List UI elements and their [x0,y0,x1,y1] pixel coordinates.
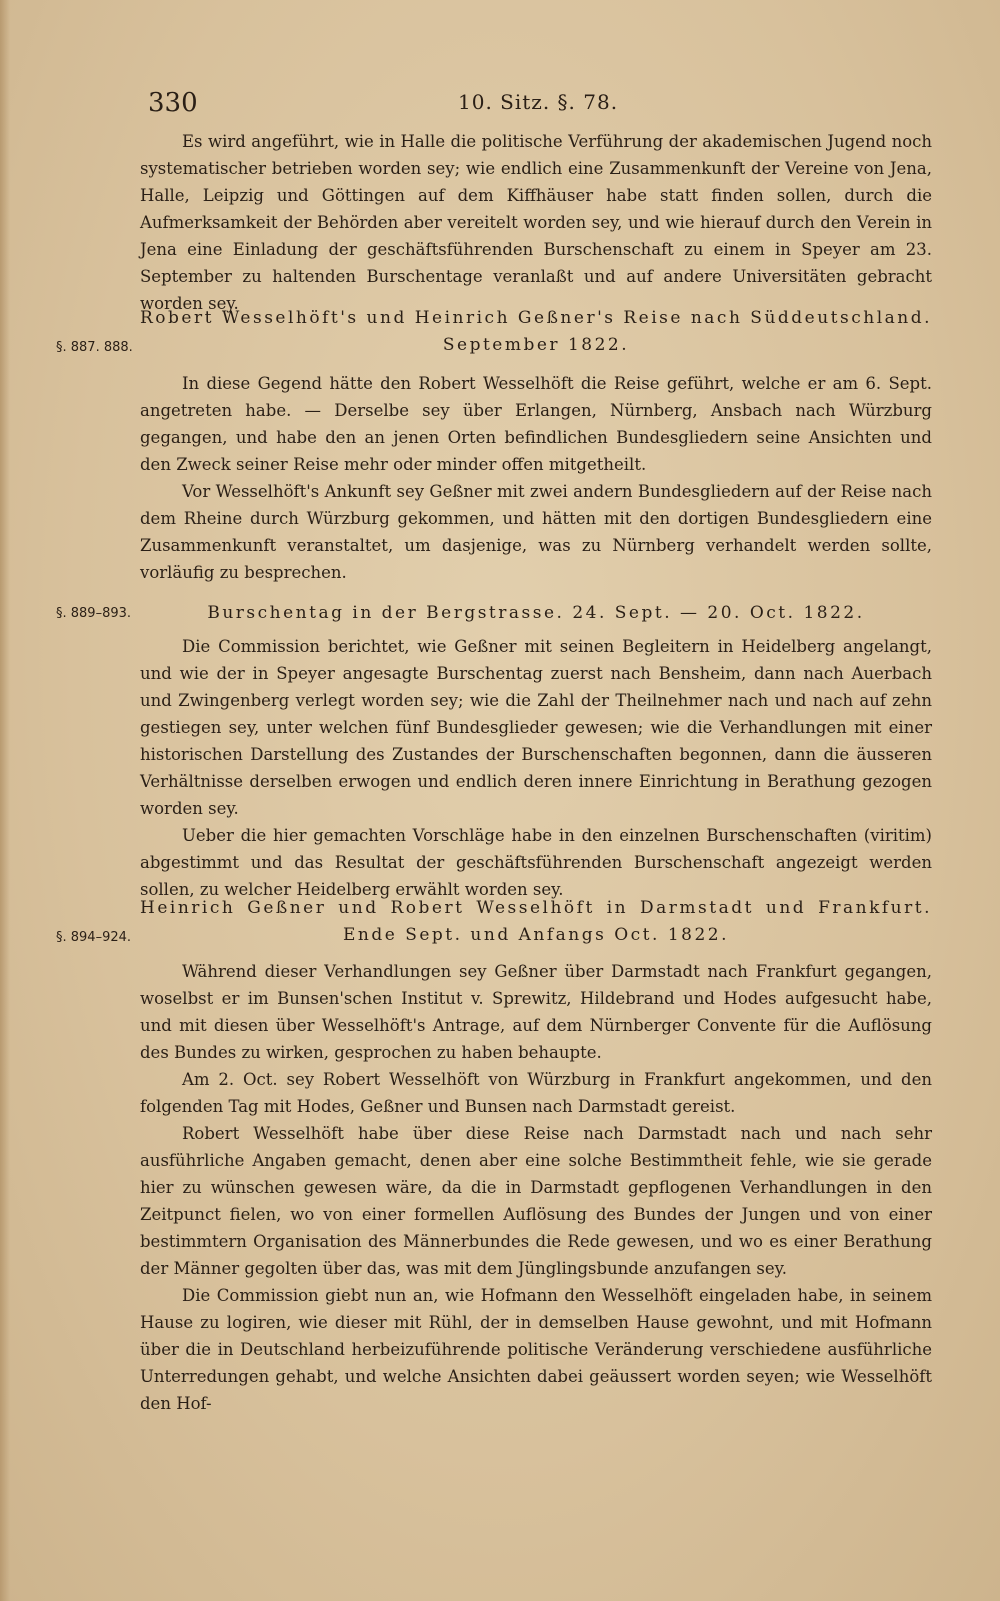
text-block-3 [140,633,932,903]
running-title: 10. Sitz. §. 78. [458,90,619,114]
paragraph: In diese Gegend hätte den Robert Wesselhöft die Reise geführt, welche er am 6. Sept. angetreten habe. — Derselbe sey über Erlangen, Nürnberg, Ansbach nach Würzburg gegangen, und habe den an jenen Orten befindlichen Bundesgliedern seine Ansichten und den Zweck seiner Reise mehr oder minder offen mitgetheilt. [140,374,932,474]
section-date: September 1822. [442,335,630,355]
section-heading-1 [140,305,932,359]
margin-reference: §. 889–893. [56,606,132,621]
section-title: Robert Wesselhöft's und Heinrich Geßner's Reise nach Süddeutschland. [140,308,933,328]
section-title: Heinrich Geßner und Robert Wesselhöft in Darmstadt und Frankfurt. [140,898,932,918]
section-date: Ende Sept. und Anfangs Oct. 1822. [343,925,729,945]
text-block-4 [140,958,932,1417]
paragraph: Die Commission berichtet, wie Geßner mit seinen Begleitern in Heidelberg angelangt, und wie der in Speyer angesagte Burschentag zuerst nach Bensheim, dann nach Auerbach und Zwingenberg verlegt worden sey; wie die Zahl der Theilnehmer nach und nach auf zehn gestiegen sey, unter welchen fünf Bundesglieder gewesen; wie die Verhandlungen mit einer historischen Darstellung des Zustandes der Burschenschaften begonnen, dann die äusseren Verhältnisse derselben erwogen und endlich deren innere Einrichtung in Berathung gezogen worden sey. [140,637,932,818]
paragraph: Am 2. Oct. sey Robert Wesselhöft von Würzburg in Frankfurt angekommen, und den folgenden Tag mit Hodes, Geßner und Bunsen nach Darmstadt gereist. [140,1070,932,1116]
section-heading-2 [140,600,932,627]
page-header [148,88,928,128]
paragraph: Vor Wesselhöft's Ankunft sey Geßner mit zwei andern Bundesgliedern auf der Reise nach dem Rheine durch Würzburg gekommen, und hätten mit den dortigen Bundesgliedern eine Zusammenkunft veranstaltet, um dasjenige, was zu Nürnberg verhandelt werden sollte, vorläufig zu besprechen. [140,482,932,582]
page-left-edge-shadow [0,0,10,1601]
margin-reference: §. 894–924. [56,930,132,945]
text-block-1 [140,128,932,317]
paragraph: Es wird angeführt, wie in Halle die politische Verführung der akademischen Jugend noch systematischer betrieben worden sey; wie endlich eine Zusammenkunft der Vereine von Jena, Halle, Leipzig und Göttingen auf dem Kiffhäuser habe statt finden sollen, durch die Aufmerksamkeit der Behörden aber vereitelt worden sey, und wie hierauf durch den Verein in Jena eine Einladung der geschäftsführenden Burschenschaft zu einem in Speyer am 23. September zu haltenden Burschentage veranlaßt und auf andere Universitäten gebracht worden sey. [140,132,932,313]
section-heading-3 [140,895,932,949]
paragraph: Ueber die hier gemachten Vorschläge habe in den einzelnen Burschenschaften (viritim) abgestimmt und das Resultat der geschäftsführenden Burschenschaft angezeigt werden sollen, zu welcher Heidelberg erwählt worden sey. [140,826,932,899]
page-number: 330 [148,88,198,118]
section-title: Burschentag in der Bergstrasse. 24. Sept. — 20. Oct. 1822. [207,603,865,623]
paragraph: Die Commission giebt nun an, wie Hofmann den Wesselhöft eingeladen habe, in seinem Hause zu logiren, wie dieser mit Rühl, der in demselben Hause gewohnt, und mit Hofmann über die in Deutschland herbeizuführende politische Veränderung verschiedene ausführliche Unterredungen gehabt, und welche Ansichten dabei geäussert worden seyen; wie Wesselhöft den Hof- [140,1286,932,1413]
paragraph: Robert Wesselhöft habe über diese Reise nach Darmstadt nach und nach sehr ausführliche Angaben gemacht, denen aber eine solche Bestimmtheit fehle, wie sie gerade hier zu wünschen gewesen wäre, da die in Darmstadt gepflogenen Verhandlungen in den Zeitpunct fielen, wo von einer formellen Auflösung des Bundes der Jungen und von einer bestimmtern Organisation des Männerbundes die Rede gewesen, und wo es einer Berathung der Männer gegolten über das, was mit dem Jünglingsbunde anzufangen sey. [140,1124,932,1278]
text-block-2 [140,370,932,586]
margin-reference: §. 887. 888. [56,340,133,355]
paragraph: Während dieser Verhandlungen sey Geßner über Darmstadt nach Frankfurt gegangen, woselbst er im Bunsen'schen Institut v. Sprewitz, Hildebrand und Hodes aufgesucht habe, und mit diesen über Wesselhöft's Antrage, auf dem Nürnberger Convente für die Auflösung des Bundes zu wirken, gesprochen zu haben behaupte. [140,962,932,1062]
